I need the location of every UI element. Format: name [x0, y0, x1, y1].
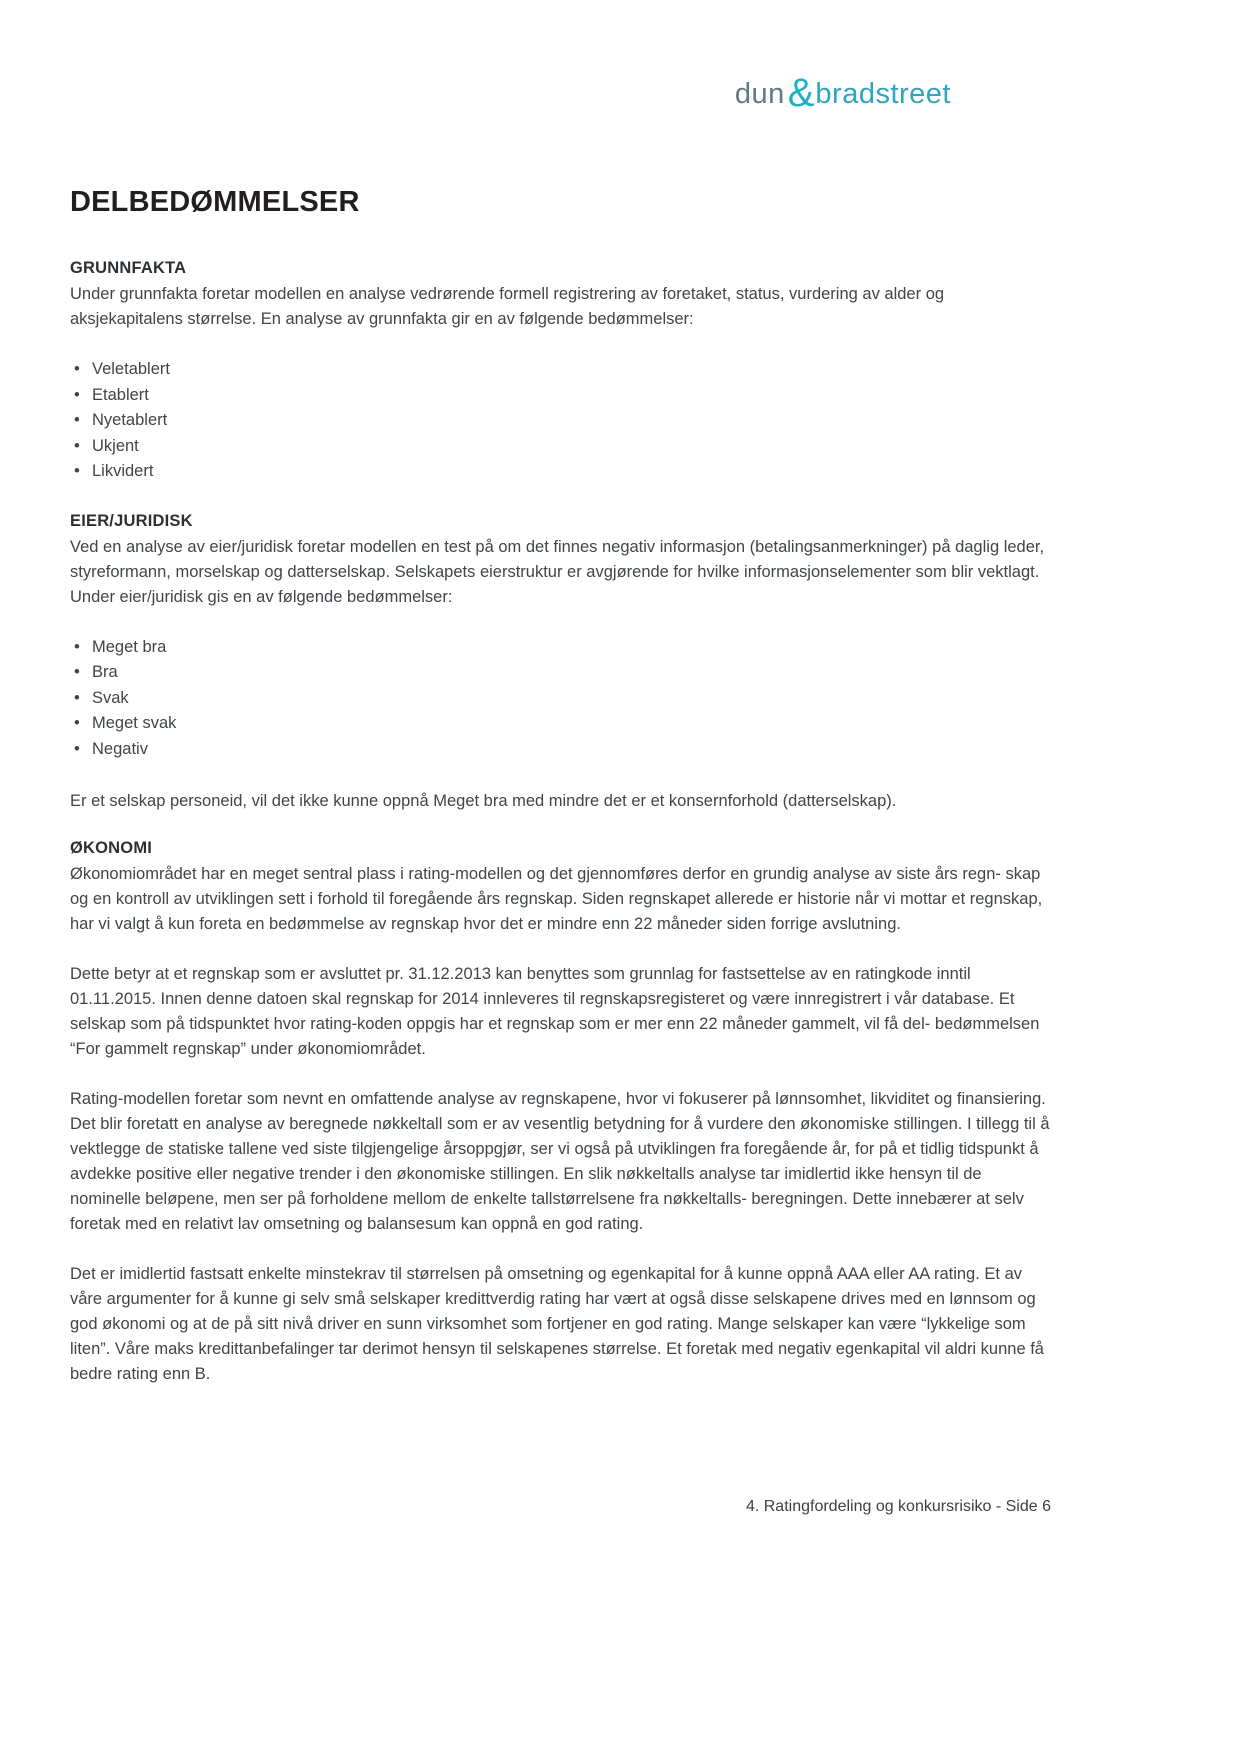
- list-item: [74, 635, 1050, 661]
- logo-text-dun: dun: [734, 78, 785, 110]
- section-okonomi: [70, 839, 1050, 1387]
- okonomi-paragraph-4: Det er imidlertid fastsatt enkelte minstekrav til størrelsen på omsetning og egenkapital for å kunne oppnå AAA eller AA rating. Et av våre argumenter for å kunne gi selv små selskaper kredittverdig rating har vært at også disse selskapene drives med en lønnsom og god økonomi og at de på sitt nivå driver en sunn virksomhet som fortjener en god rating. Mange selskaper kan være “lykkelige som liten”. Våre maks kredittanbefalinger tar derimot hensyn til selskapenes størrelse. Et foretak med negativ egenkapital vil aldri kunne få bedre rating enn B.: [70, 1265, 1044, 1383]
- list-item: [74, 737, 1050, 763]
- okonomi-paragraph-3: Rating-modellen foretar som nevnt en omfattende analyse av regnskapene, hvor vi fokuserer på lønnsomhet, likviditet og finansiering. Det blir foretatt en analyse av beregnede nøkkeltall som er av vesentlig betydning for å vurdere den økonomiske stillingen. I tillegg til å vektlegge de statiske tallene ved siste tilgjengelige årsoppgjør, ser vi også på utviklingen fra foregående år, for på et tidlig tidspunkt å avdekke positive eller negative trender i den økonomiske stillingen. En slik nøkkeltalls analyse tar imidlertid ikke hensyn til de nominelle beløpene, men ser på forholdene mellom de enkelte tallstørrelsene fra nøkkeltalls- beregningen. Dette innebærer at selv foretak med en relativt lav omsetning og balansesum kan oppnå en god rating.: [70, 1090, 1050, 1233]
- eier-juridisk-intro-paragraph: Ved en analyse av eier/juridisk foretar modellen en test på om det finnes negativ informasjon (betalingsanmerkninger) på daglig leder, styreformann, morselskap og datterselskap. Selskapets eierstruktur er avgjørende for hvilke informasjonselementer som blir vektlagt. Under eier/juridisk gis en av følgende bedømmelser:: [70, 537, 1045, 606]
- document-content: [70, 186, 1050, 1412]
- list-item-label: Etablert: [92, 385, 149, 404]
- okonomi-paragraph-2: Dette betyr at et regnskap som er avsluttet pr. 31.12.2013 kan benyttes som grunnlag for fastsettelse av en ratingkode inntil 01.11.2015. Innen denne datoen skal regnskap for 2014 innleveres til regnskapsregisteret og være innregistrert i vår database. Et selskap som på tidspunktet hvor rating-koden oppgis har et regnskap som er mer enn 22 måneder gammelt, vil få del- bedømmelsen “For gammelt regnskap” under økonomiområdet.: [70, 965, 1040, 1058]
- grunnfakta-bullet-list: [70, 357, 1050, 485]
- grunnfakta-intro-paragraph: Under grunnfakta foretar modellen en analyse vedrørende formell registrering av foretaket, status, vurdering av alder og aksjekapitalens størrelse. En analyse av grunnfakta gir en av følgende bedømmelser:: [70, 285, 945, 328]
- list-item-label: Bra: [92, 663, 118, 681]
- eier-juridisk-note-paragraph: Er et selskap personeid, vil det ikke kunne oppnå Meget bra med mindre det er et konsernforhold (datterselskap).: [70, 792, 897, 810]
- section-eier-juridisk: [70, 512, 1050, 815]
- list-item-label: Ukjent: [92, 436, 139, 455]
- section-heading-okonomi: ØKONOMI: [70, 839, 153, 857]
- list-item-label: Veletablert: [92, 360, 170, 378]
- dun-bradstreet-logo: [735, 68, 951, 113]
- list-item-label: Likvidert: [92, 462, 154, 480]
- list-item: [74, 434, 1050, 460]
- list-item: [74, 383, 1050, 409]
- list-item-label: Negativ: [92, 739, 148, 758]
- list-item: [74, 408, 1050, 434]
- list-item-label: Svak: [92, 688, 129, 707]
- list-item-label: Meget svak: [92, 714, 177, 732]
- section-grunnfakta: [70, 259, 1050, 485]
- list-item-label: Meget bra: [92, 637, 167, 656]
- section-heading-grunnfakta: GRUNNFAKTA: [70, 259, 187, 277]
- list-item: [74, 660, 1050, 686]
- page-footer: 4. Ratingfordeling og konkursrisiko - Side 6: [745, 1498, 1051, 1515]
- list-item: [74, 459, 1050, 485]
- eier-juridisk-bullet-list: [70, 635, 1050, 763]
- okonomi-paragraph-1: Økonomiområdet har en meget sentral plass i rating-modellen og det gjennomføres derfor en grundig analyse av siste års regn- skap og en kontroll av utviklingen sett i forhold til foregående års regnskap. Siden regnskapet allerede er historie når vi mottar et regnskap, har vi valgt å kun foreta en bedømmelse av regnskap hvor det er mindre enn 22 måneder siden forrige avslutning.: [70, 865, 1043, 933]
- logo-text-bradstreet: bradstreet: [815, 78, 951, 110]
- list-item: [74, 357, 1050, 383]
- logo-ampersand-icon: &: [787, 71, 815, 115]
- section-heading-eier-juridisk: EIER/JURIDISK: [70, 511, 193, 530]
- list-item: [74, 711, 1050, 737]
- list-item: [74, 686, 1050, 712]
- list-item-label: Nyetablert: [92, 411, 168, 429]
- page-title: DELBEDØMMELSER: [70, 186, 360, 218]
